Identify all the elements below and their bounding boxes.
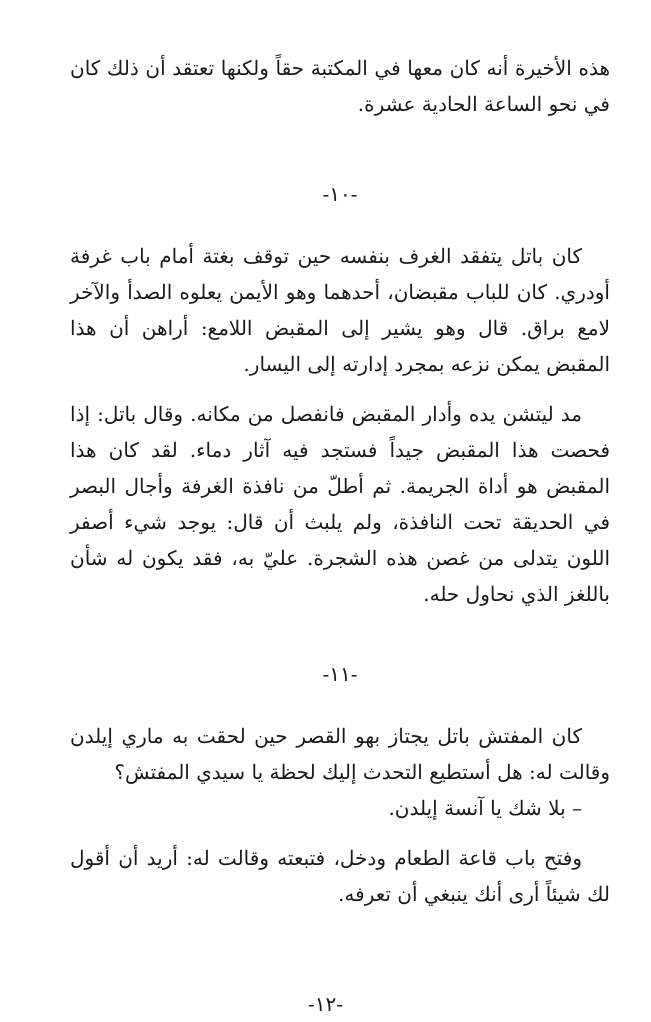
book-page bbox=[70, 50, 610, 912]
chapter-11-paragraph-2: وفتح باب قاعة الطعام ودخل، فتبعته وقالت له: أريد أن أقول لك شيئاً أرى أنك ينبغي أن تعرفه. bbox=[70, 846, 610, 906]
chapter-11-paragraph-1: كان المفتش باتل يجتاز بهو القصر حين لحقت به ماري إيلدن وقالت له: هل أستطيع التحدث إليك لحظة يا سيدي المفتش؟ bbox=[70, 724, 610, 784]
chapter-11-dialogue-line: – بلا شك يا آنسة إيلدن. bbox=[388, 796, 582, 820]
next-chapter-heading-cutoff bbox=[0, 986, 651, 1016]
chapter-10-paragraph-2: مد ليتشن يده وأدار المقبض فانفصل من مكانه. وقال باتل: إذا فحصت هذا المقبض جيداً فستجد فيه آثار دماء. لقد كان هذا المقبض هو أداة الجريمة. ثم أطلّ من نافذة الغرفة وأجال البصر في الحديقة تحت النافذة، ولم يلبث أن قال: يوجد شيء أصفر اللون يتدلى من غصن هذه الشجرة. عليّ به، فقد يكون له شأن باللغز الذي نحاول حله. bbox=[70, 402, 610, 606]
chapter-10-paragraph-1: كان باتل يتفقد الغرف بنفسه حين توقف بغتة أمام باب غرفة أودري. كان للباب مقبضان، أحدهما وهو الأيمن يعلوه الصدأ والآخر لامع براق. قال وهو يشير إلى المقبض اللامع: أراهن أن هذا المقبض يمكن نزعه بمجرد إدارته إلى اليسار. bbox=[70, 244, 610, 376]
chapter-10-heading: -١٠- bbox=[322, 182, 358, 206]
next-chapter-heading: -١٢- bbox=[307, 992, 343, 1016]
chapter-11-heading: -١١- bbox=[322, 662, 358, 686]
intro-paragraph: هذه الأخيرة أنه كان معها في المكتبة حقاً ولكنها تعتقد أن ذلك كان في نحو الساعة الحادية عشرة. bbox=[70, 56, 610, 116]
